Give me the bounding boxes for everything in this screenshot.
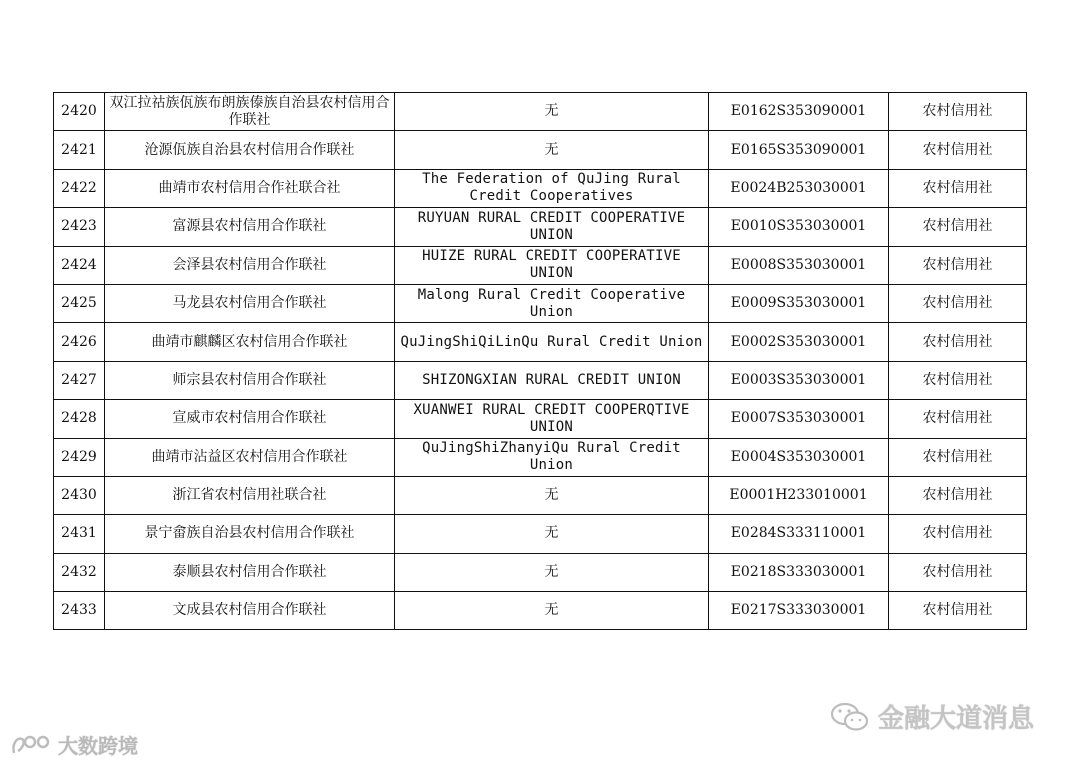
english-name: 无 [395, 476, 709, 514]
row-number: 2422 [54, 169, 105, 207]
institution-name: 富源县农村信用合作联社 [105, 208, 395, 246]
institution-name: 浙江省农村信用社联合社 [105, 476, 395, 514]
institution-name: 沧源佤族自治县农村信用合作联社 [105, 131, 395, 169]
row-number: 2431 [54, 515, 105, 553]
table-row [54, 592, 1027, 630]
table-row [54, 553, 1027, 591]
institution-code: E0217S333030001 [709, 592, 889, 630]
row-number: 2426 [54, 323, 105, 361]
row-number: 2432 [54, 553, 105, 591]
table-row [54, 284, 1027, 322]
institution-type: 农村信用社 [889, 592, 1027, 630]
institution-code: E0009S353030001 [709, 284, 889, 322]
institution-type: 农村信用社 [889, 361, 1027, 399]
institution-name: 曲靖市麒麟区农村信用合作联社 [105, 323, 395, 361]
row-number: 2430 [54, 476, 105, 514]
english-name: The Federation of QuJing Rural Credit Cooperatives [395, 169, 709, 207]
watermark-left-text: 大数跨境 [58, 734, 138, 758]
institution-type: 农村信用社 [889, 476, 1027, 514]
english-name: RUYUAN RURAL CREDIT COOPERATIVE UNION [395, 208, 709, 246]
row-number: 2420 [54, 93, 105, 131]
institution-type: 农村信用社 [889, 246, 1027, 284]
institution-type: 农村信用社 [889, 131, 1027, 169]
row-number: 2429 [54, 438, 105, 476]
institution-table [53, 92, 1027, 630]
institution-name: 宣威市农村信用合作联社 [105, 400, 395, 438]
table-body [54, 93, 1027, 630]
watermark-left [10, 730, 138, 759]
institution-type: 农村信用社 [889, 515, 1027, 553]
table-row [54, 515, 1027, 553]
institution-code: E0004S353030001 [709, 438, 889, 476]
institution-type: 农村信用社 [889, 169, 1027, 207]
institution-name: 文成县农村信用合作联社 [105, 592, 395, 630]
institution-code: E0284S333110001 [709, 515, 889, 553]
english-name: SHIZONGXIAN RURAL CREDIT UNION [395, 361, 709, 399]
institution-code: E0003S353030001 [709, 361, 889, 399]
institution-name: 曲靖市农村信用合作社联合社 [105, 169, 395, 207]
institution-name: 会泽县农村信用合作联社 [105, 246, 395, 284]
institution-type: 农村信用社 [889, 438, 1027, 476]
institution-type: 农村信用社 [889, 400, 1027, 438]
english-name: 无 [395, 592, 709, 630]
row-number: 2428 [54, 400, 105, 438]
institution-code: E0007S353030001 [709, 400, 889, 438]
institution-type: 农村信用社 [889, 208, 1027, 246]
table-row [54, 438, 1027, 476]
english-name: QuJingShiZhanyiQu Rural Credit Union [395, 438, 709, 476]
institution-name: 景宁畲族自治县农村信用合作联社 [105, 515, 395, 553]
institution-code: E0162S353090001 [709, 93, 889, 131]
table-row [54, 476, 1027, 514]
english-name: 无 [395, 131, 709, 169]
institution-code: E0001H233010001 [709, 476, 889, 514]
table-row [54, 246, 1027, 284]
row-number: 2423 [54, 208, 105, 246]
institution-name: 双江拉祜族佤族布朗族傣族自治县农村信用合作联社 [105, 93, 395, 131]
table-row [54, 400, 1027, 438]
institution-name: 曲靖市沾益区农村信用合作联社 [105, 438, 395, 476]
institution-type: 农村信用社 [889, 284, 1027, 322]
institution-code: E0024B253030001 [709, 169, 889, 207]
wechat-icon [830, 701, 870, 733]
institution-type: 农村信用社 [889, 93, 1027, 131]
institution-code: E0010S353030001 [709, 208, 889, 246]
table-row [54, 361, 1027, 399]
table-row [54, 208, 1027, 246]
table-row [54, 93, 1027, 131]
watermark-right-text: 金融大道消息 [878, 704, 1035, 734]
row-number: 2433 [54, 592, 105, 630]
table-row [54, 323, 1027, 361]
institution-code: E0165S353090001 [709, 131, 889, 169]
bigdata-logo-icon [10, 733, 54, 757]
english-name: HUIZE RURAL CREDIT COOPERATIVE UNION [395, 246, 709, 284]
english-name: XUANWEI RURAL CREDIT COOPERQTIVE UNION [395, 400, 709, 438]
institution-code: E0002S353030001 [709, 323, 889, 361]
row-number: 2427 [54, 361, 105, 399]
row-number: 2424 [54, 246, 105, 284]
english-name: QuJingShiQiLinQu Rural Credit Union [395, 323, 709, 361]
institution-code: E0008S353030001 [709, 246, 889, 284]
english-name: Malong Rural Credit Cooperative Union [395, 284, 709, 322]
english-name: 无 [395, 515, 709, 553]
institution-type: 农村信用社 [889, 553, 1027, 591]
row-number: 2421 [54, 131, 105, 169]
row-number: 2425 [54, 284, 105, 322]
english-name: 无 [395, 93, 709, 131]
institution-name: 泰顺县农村信用合作联社 [105, 553, 395, 591]
table-row [54, 169, 1027, 207]
english-name: 无 [395, 553, 709, 591]
watermark-right [830, 698, 1034, 735]
institution-name: 马龙县农村信用合作联社 [105, 284, 395, 322]
institution-name: 师宗县农村信用合作联社 [105, 361, 395, 399]
table-row [54, 131, 1027, 169]
institution-code: E0218S333030001 [709, 553, 889, 591]
institution-type: 农村信用社 [889, 323, 1027, 361]
